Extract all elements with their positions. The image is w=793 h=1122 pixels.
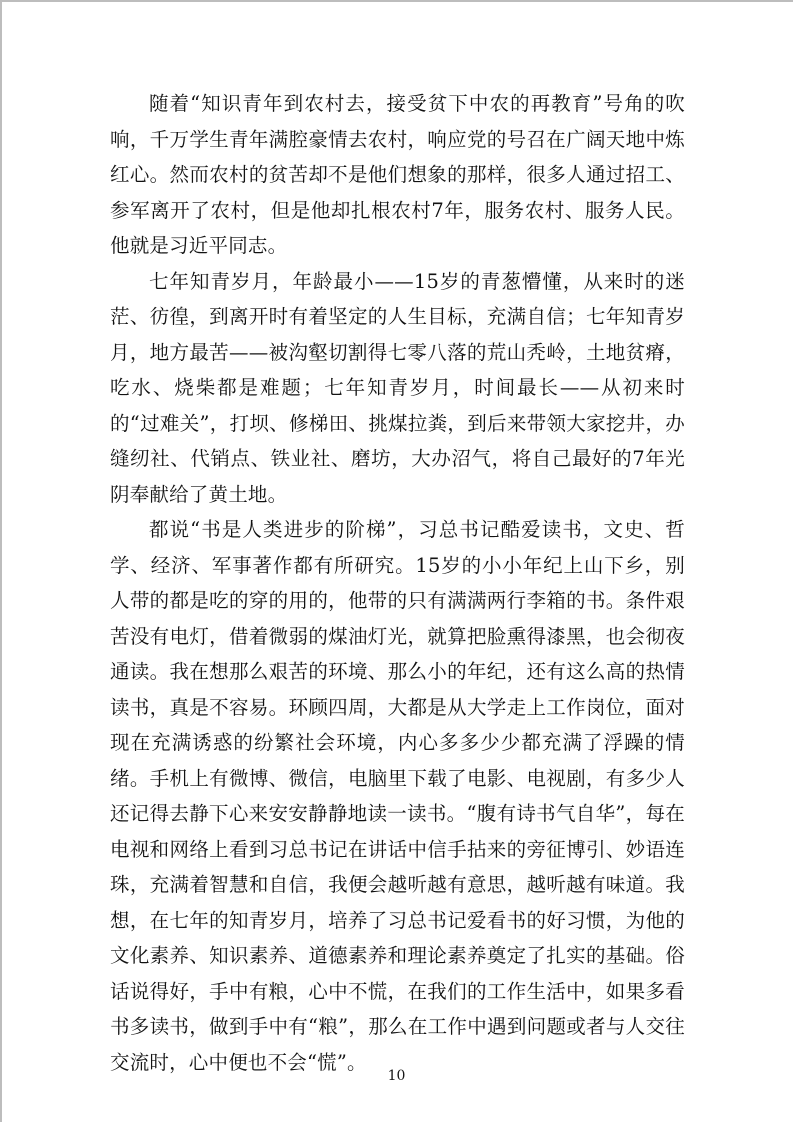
page-number: 10 [387, 1068, 406, 1084]
paragraph: 随着“知识青年到农村去，接受贫下中农的再教育”号角的吹响，千万学生青年满腔豪情去农村，响应党的号召在广阔天地中炼红心。然而农村的贫苦却不是他们想象的那样，很多人通过招工、参军离开了农村，但是他却扎根农村7年，服务农村、服务人民。他就是习近平同志。 [110, 92, 685, 257]
page-border-left [0, 0, 2, 1122]
paragraph: 七年知青岁月，年龄最小——15岁的青葱懵懂，从来时的迷茫、彷徨，到离开时有着坚定的人生目标，充满自信；七年知青岁月，地方最苦——被沟壑切割得七零八落的荒山秃岭，土地贫瘠，吃水、烧柴都是难题；七年知青岁月，时间最长——从初来时的“过难关”，打坝、修梯田、挑煤拉粪，到后来带领大家挖井，办缝纫社、代销点、铁业社、磨坊，大办沼气，将自己最好的7年光阴奉献给了黄土地。 [110, 269, 685, 506]
paragraph: 都说“书是人类进步的阶梯”，习总书记酷爱读书，文史、哲学、经济、军事著作都有所研究。15岁的小小年纪上山下乡，别人带的都是吃的穿的用的，他带的只有满满两行李箱的书。条件艰苦没有电灯，借着微弱的煤油灯光，就算把脸熏得漆黑，也会彻夜通读。我在想那么艰苦的环境、那么小的年纪，还有这么高的热情读书，真是不容易。环顾四周，大都是从大学走上工作岗位，面对现在充满诱惑的纷繁社会环境，内心多多少少都充满了浮躁的情绪。手机上有微博、微信，电脑里下载了电影、电视剧，有多少人还记得去静下心来安安静静地读一读书。“腹有诗书气自华”，每在电视和网络上看到习总书记在讲话中信手拈来的旁征博引、妙语连珠，充满着智慧和自信，我便会越听越有意思，越听越有味道。我想，在七年的知青岁月，培养了习总书记爱看书的好习惯，为他的文化素养、知识素养、道德素养和理论素养奠定了扎实的基础。俗话说得好，手中有粮，心中不慌，在我们的工作生活中，如果多看书多读书，做到手中有“粮”，那么在工作中遇到问题或者与人交往交流时，心中便也不会“慌”。 [110, 518, 685, 1074]
page-border-top [0, 0, 793, 2]
document-body [110, 86, 685, 1080]
